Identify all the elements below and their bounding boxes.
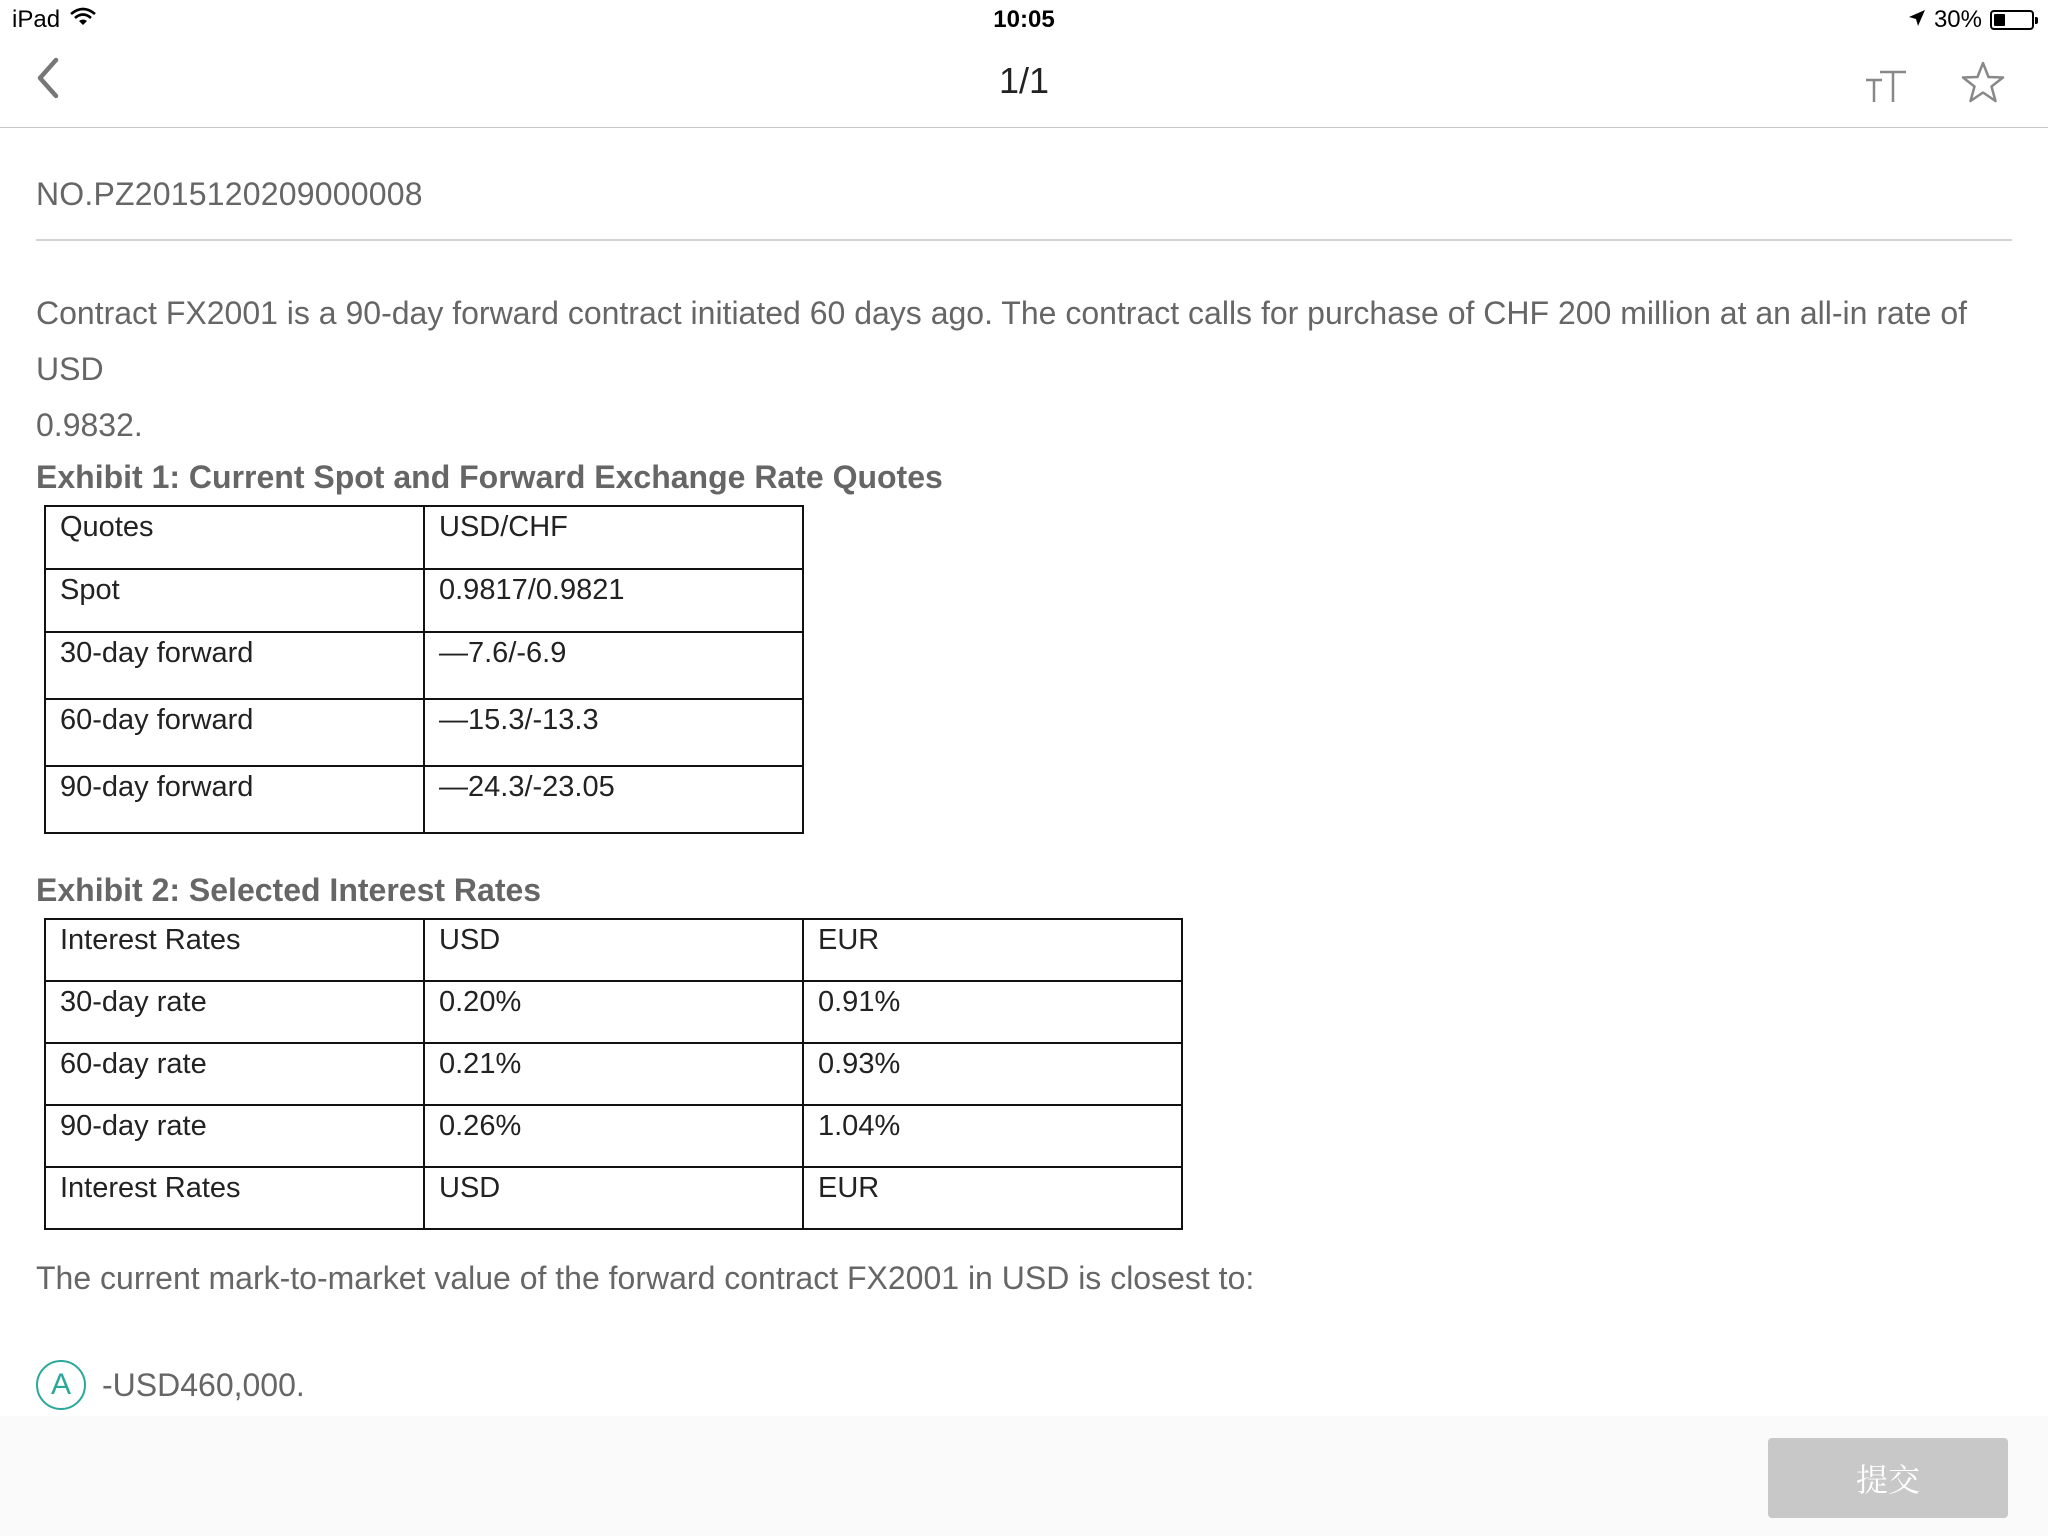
table-cell: EUR [803,1167,1182,1229]
table-cell: 0.93% [803,1043,1182,1105]
battery-icon [1990,10,2034,30]
battery-percent: 30% [1933,6,1982,33]
status-right [1908,6,2034,34]
table-cell: USD [424,1167,803,1229]
star-icon [1958,58,2008,108]
table-cell: 30-day forward [45,632,424,699]
table-cell: 0.21% [424,1043,803,1105]
table-row [45,1167,1182,1229]
table-cell: USD/CHF [424,506,803,569]
table-row [45,919,1182,981]
table-cell: 0.91% [803,981,1182,1043]
table-cell: —15.3/-13.3 [424,699,803,766]
question-stem [36,285,2012,453]
table-cell: —7.6/-6.9 [424,632,803,699]
exhibit-2-table [44,918,1183,1230]
table-cell: 1.04% [803,1105,1182,1167]
table-cell: USD [424,919,803,981]
table-cell: EUR [803,919,1182,981]
nav-bar [0,40,2048,128]
table-cell: 90-day forward [45,766,424,833]
table-row [45,506,803,569]
submit-button[interactable]: 提交 [1768,1438,2008,1518]
divider [36,239,2012,241]
status-bar [0,0,2048,40]
exhibit-2-title: Exhibit 2: Selected Interest Rates [36,872,542,908]
stem-line-2: 0.9832. [36,407,143,443]
table-cell: Quotes [45,506,424,569]
table-cell: —24.3/-23.05 [424,766,803,833]
question-prompt: The current mark-to-market value of the forward contract FX2001 in USD is closest to: [36,1260,1255,1296]
font-size-button[interactable] [1862,60,1910,110]
table-cell: 0.20% [424,981,803,1043]
table-row [45,766,803,833]
table-cell: 30-day rate [45,981,424,1043]
location-arrow-icon [1908,6,1926,34]
chevron-left-icon [30,48,80,108]
table-cell: 0.9817/0.9821 [424,569,803,632]
battery-fill [1994,14,2005,26]
table-row [45,981,1182,1043]
device-name: iPad [12,6,61,33]
table-row [45,1105,1182,1167]
table-cell: 60-day rate [45,1043,424,1105]
table-cell: Interest Rates [45,1167,424,1229]
favorite-button[interactable] [1958,58,2008,108]
table-cell: 0.26% [424,1105,803,1167]
stem-line-1: Contract FX2001 is a 90-day forward contract initiated 60 days ago. The contract calls for purchase of CHF 200 million at an all-in rate of USD [36,295,1968,387]
table-row [45,569,803,632]
back-button[interactable] [30,48,80,108]
option-text: -USD460,000. [102,1366,305,1403]
table-cell: Spot [45,569,424,632]
question-content [36,128,2012,1403]
question-number: NO.PZ2015120209000008 [36,176,423,212]
table-row [45,632,803,699]
table-cell: Interest Rates [45,919,424,981]
exhibit-1-table [44,505,804,834]
status-time: 10:05 [993,6,1055,33]
table-cell: 90-day rate [45,1105,424,1167]
exhibit-1-title: Exhibit 1: Current Spot and Forward Exchange Rate Quotes [36,459,943,495]
table-cell: 60-day forward [45,699,424,766]
bottom-bar [0,1416,2048,1536]
option-letter-badge: A [36,1360,86,1410]
option-a[interactable] [36,1360,305,1410]
table-row [45,1043,1182,1105]
font-size-icon [1862,60,1910,110]
table-row [45,699,803,766]
page-counter: 1/1 [998,60,1050,101]
